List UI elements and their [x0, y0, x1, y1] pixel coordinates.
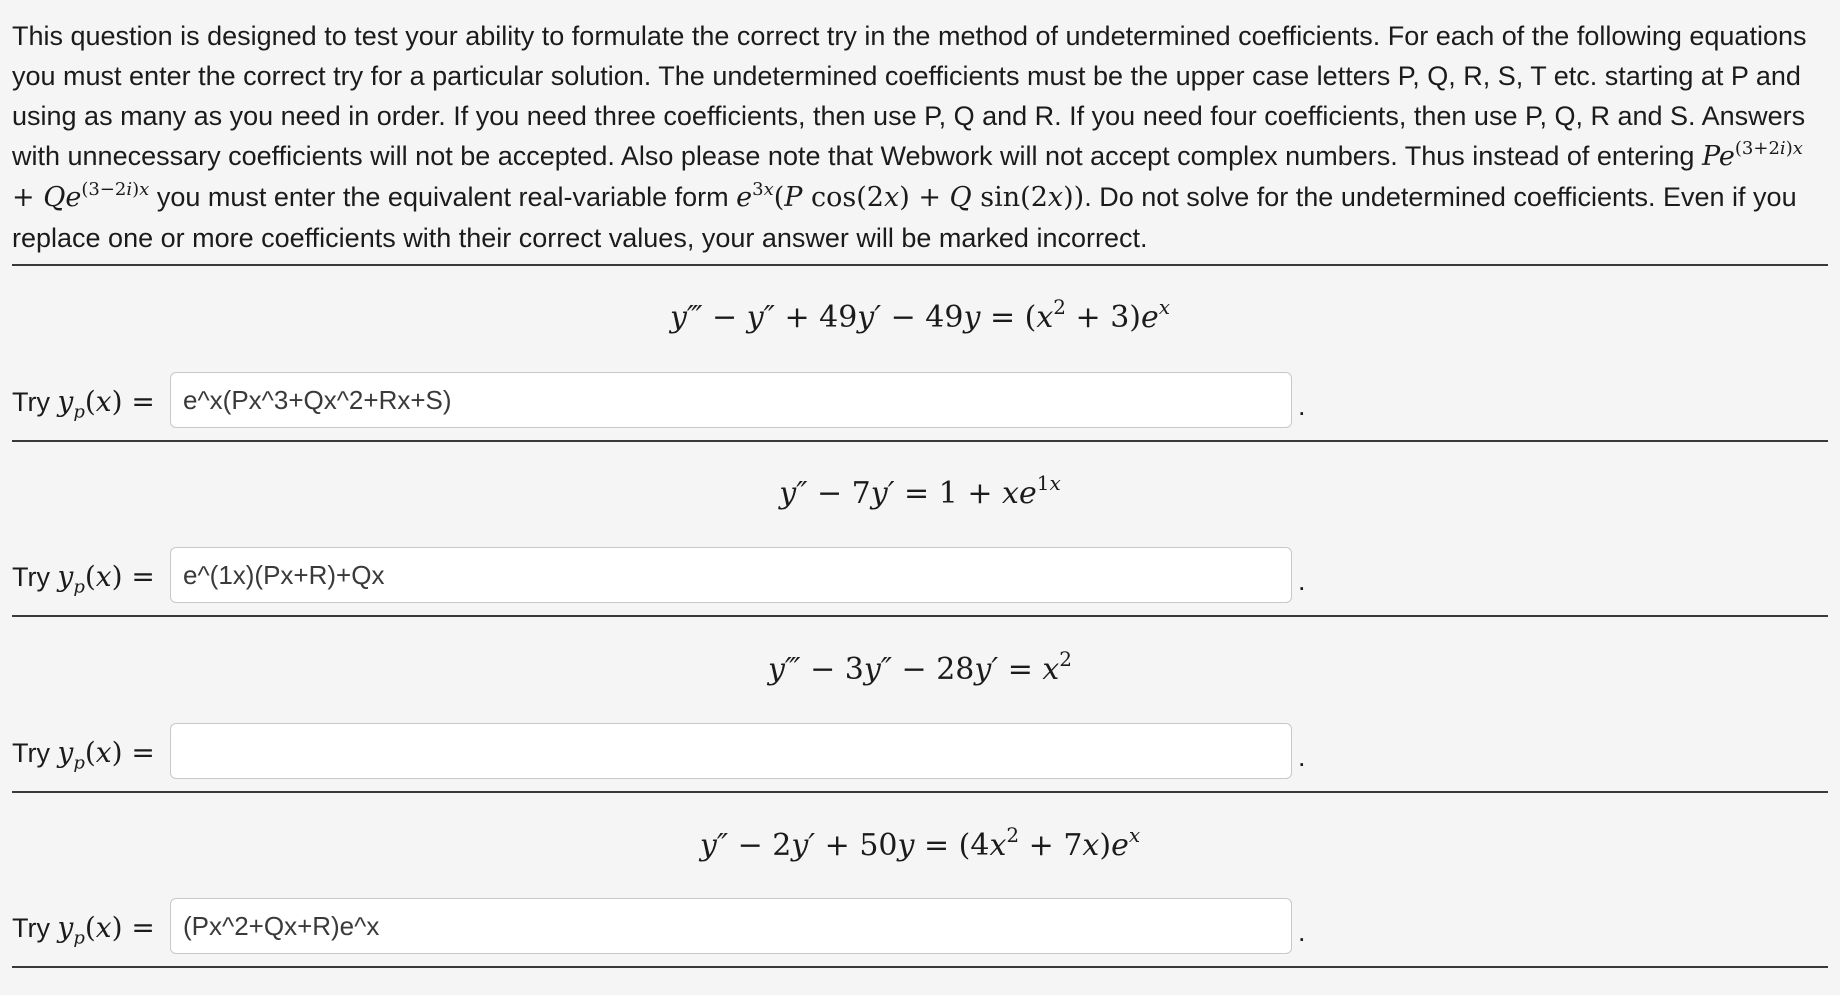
answer-input-1[interactable]	[170, 372, 1292, 428]
yp-label: $y_p(x)$ =	[57, 911, 155, 949]
answer-input-2[interactable]	[170, 547, 1292, 603]
period: .	[1298, 391, 1306, 421]
yp-label: $y_p(x)$ =	[57, 560, 155, 598]
answer-row-3	[12, 723, 1828, 783]
instructions-text-1: This question is designed to test your ability to formulate the correct try in the method of undetermined coefficients. For each of the following equations you must enter the correct try for a particular solution. The undetermined coefficients must be the upper case letters P, Q, R, S, T etc. starting at P and using as many as you need in order. If you need three coefficients, then use P, Q and R. If you need four coefficients, then use P, Q, R and S. Answers with unnecessary coefficients will not be accepted. Also please note that Webwork will not accept complex numbers. Thus instead of entering	[12, 21, 1807, 171]
divider	[12, 264, 1828, 266]
real-form-example: $e^{3x}(P$ cos(2x) + Q sin(2x))	[736, 179, 1085, 213]
yp-label: $y_p(x)$ =	[57, 736, 155, 774]
equation-3: y‴ − $3y'' - 28y' = x^2$	[767, 647, 1073, 687]
divider	[12, 440, 1828, 442]
equation-2: $y'' - 7y' = 1 + xe^{1x}$	[779, 471, 1061, 511]
equation-4: $y'' - 2y' + 50y = (4x^2 + 7x)e^x$	[699, 823, 1141, 863]
answer-row-4	[12, 898, 1828, 958]
complex-form-example: $Pe^{(3+2i)x} + Qe^{(3-2i)x}$	[12, 138, 1803, 213]
try-label: Try $y_p(x)$ =	[12, 385, 155, 423]
answer-input-3[interactable]	[170, 723, 1292, 779]
equation-1: y‴ − $y'' + 49y' - 49y = (x^2 + 3)e^x$	[669, 295, 1171, 335]
divider	[12, 791, 1828, 793]
instructions-text-2: you must enter the equivalent real-variable form	[156, 182, 729, 212]
divider	[12, 615, 1828, 617]
divider	[12, 966, 1828, 968]
try-label: Try $y_p(x)$ =	[12, 560, 155, 598]
answer-row-1	[12, 372, 1828, 432]
answer-input-4[interactable]	[170, 898, 1292, 954]
period: .	[1298, 566, 1306, 596]
period: .	[1298, 917, 1306, 947]
period: .	[1298, 742, 1306, 772]
instructions-text-3: . Do not solve for the undetermined coefficients. Even if you replace one or more coefficients with their correct values, your answer will be marked incorrect.	[12, 182, 1797, 253]
instructions-paragraph	[12, 16, 1828, 258]
answer-row-2	[12, 547, 1828, 607]
try-label: Try $y_p(x)$ =	[12, 911, 155, 949]
try-label: Try $y_p(x)$ =	[12, 736, 155, 774]
yp-label: $y_p(x)$ =	[57, 385, 155, 423]
